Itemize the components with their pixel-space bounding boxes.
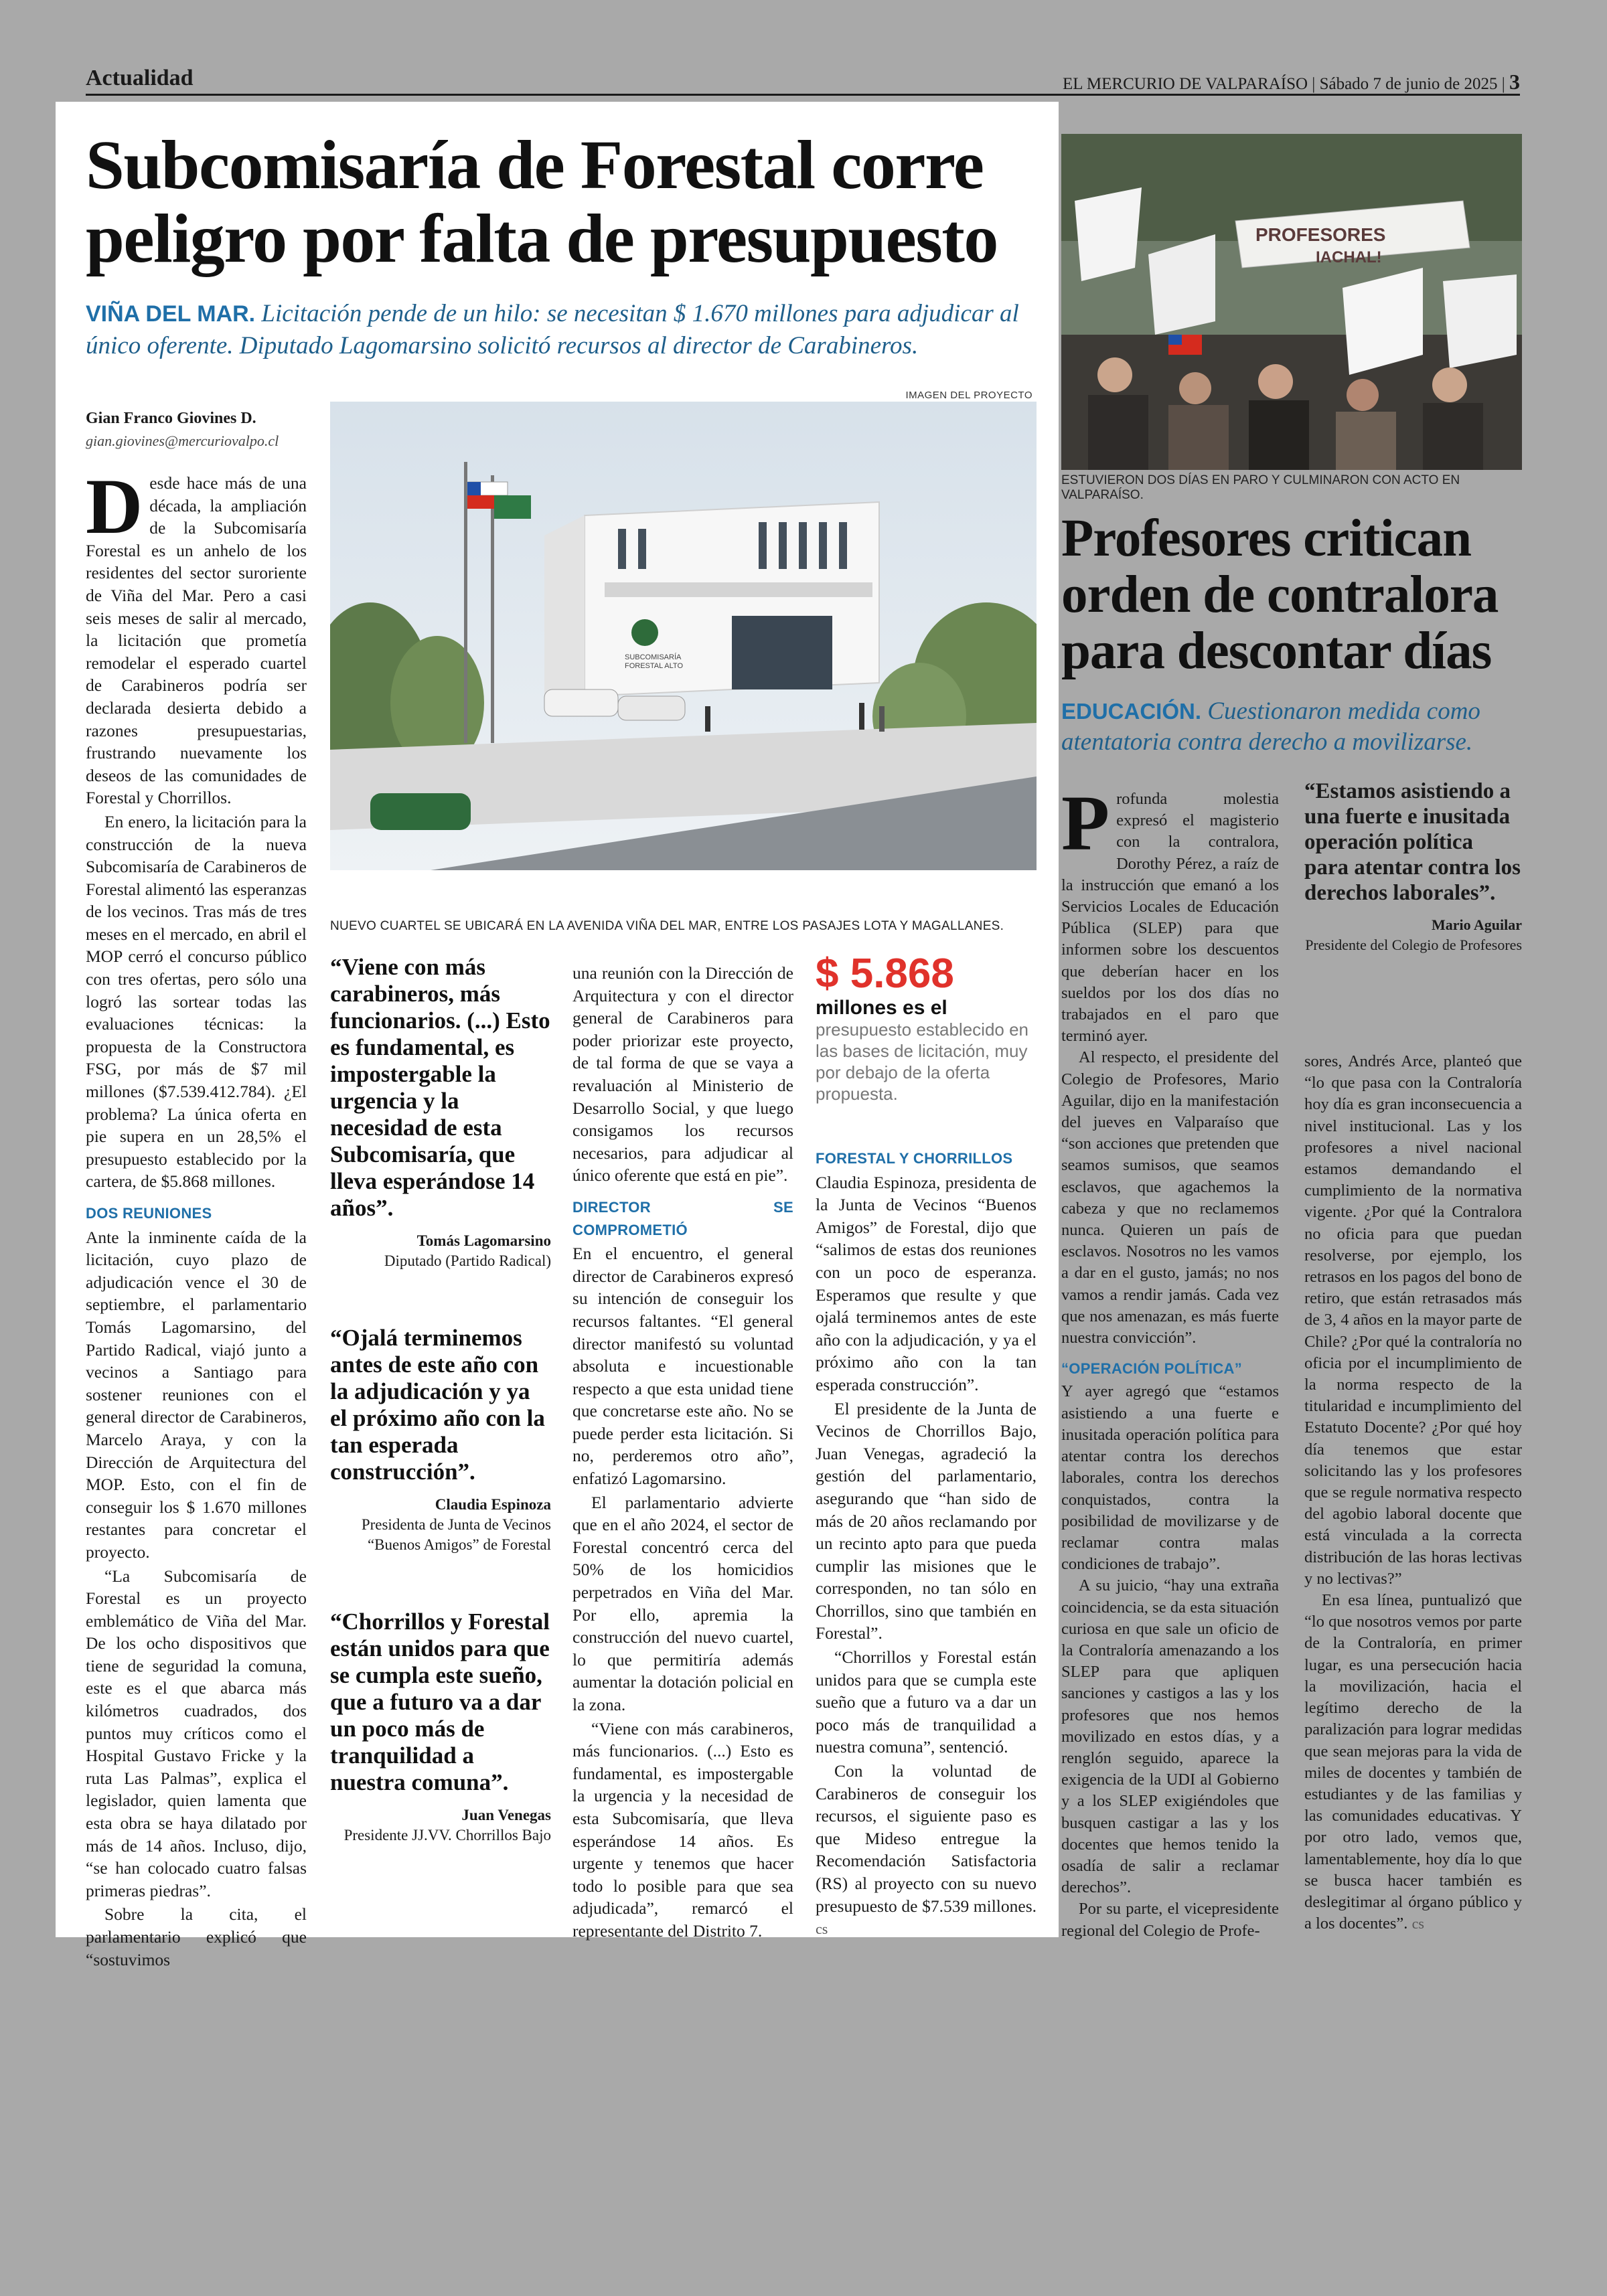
budget-figure-text xyxy=(816,997,1037,1104)
quote-author: Juan Venegas xyxy=(461,1807,551,1823)
side-column-1 xyxy=(1061,779,1279,1942)
main-paragraph: “La Subcomisaría de Forestal es un proyecto emblemático de Viña del Mar. De los ocho dispositivos que tiene de seguridad la comuna, este es el que abarca más kilómetros cuadrados, dos puntos muy críticos como el Hospital Gustavo Fricke y la ruta Las Palmas”, explica el legislador, quien lamenta que esta obra se haya dilatado por más de 14 años. Incluso, dijo, “se han colocado cuatro falsas primeras piedras”. xyxy=(86,1566,307,1900)
banner-text-1: PROFESORES xyxy=(1255,224,1386,245)
main-column-1 xyxy=(86,463,307,1972)
subhead-forestal-chorrillos: FORESTAL Y CHORRILLOS xyxy=(816,1150,1013,1167)
carabineros-emblem xyxy=(631,619,658,646)
header-rule xyxy=(86,94,1520,96)
side-paragraph: Y ayer agregó que “estamos asistiendo a una fuerte e inusitada operación política para atentar contra los derechos laborales, contra los derechos conquistados, contra la posibilidad de movilizarse y de reclamar contra malas condiciones de trabajo”. xyxy=(1061,1382,1279,1574)
main-paragraph: Ante la inminente caída de la licitación, cuyo plazo de adjudicación vence el 30 de septiembre, el parlamentario Tomás Lagomarsino, del Partido Radical, viajó junto a vecinos a Santiago para sostener reuniones con el general director de Carabineros, Marcelo Araya, y con la Dirección de Arquitectura del MOP. Esto, con el fin de conseguir los $ 1.670 millones restantes para concretar el proyecto. xyxy=(86,1227,307,1562)
side-dropcap: P xyxy=(1061,779,1110,867)
side-pull-quote-box xyxy=(1304,778,1522,955)
main-column-4 xyxy=(816,1138,1037,1942)
side-paragraph: Al respecto, el presidente del Colegio de Profesores, Mario Aguilar, dijo en la manifestación del jueves en Valparaíso que “son acciones que pretenden que seamos sumisos, que seamos esclavos, que agachemos la cabeza y que no reclamemos nunca. Quieren un país de esclavos. Nosotros no les vamos a dar en el gusto, jamás; no nos vamos a rendir jamás. Cada vez que nos amenazan, es más fuerte nuestra convicción”. xyxy=(1061,1048,1279,1347)
main-paragraph: Claudia Espinoza, presidenta de la Junta de Vecinos “Buenos Amigos” de Forestal, dijo que “salimos de estas dos reuniones con un poco de esperanza. Esperamos que resulte y que ojalá terminemos antes de este año con la adjudicación, y ya el próximo año con la tan esperada construcción”. xyxy=(816,1172,1037,1394)
masthead-text: EL MERCURIO DE VALPARAÍSO | Sábado 7 de junio de 2025 | xyxy=(1063,75,1505,93)
main-deck-kicker: VIÑA DEL MAR. xyxy=(86,301,256,327)
side-column-2 xyxy=(1304,1051,1522,1935)
subhead-operacion-politica: “OPERACIÓN POLÍTICA” xyxy=(1061,1360,1243,1378)
pull-quote-attribution xyxy=(330,1805,551,1846)
side-photo-caption: ESTUVIERON DOS DÍAS EN PARO Y CULMINARON CON ACTO EN VALPARAÍSO. xyxy=(1061,473,1460,502)
end-mark: cs xyxy=(816,1920,828,1938)
side-deck xyxy=(1061,696,1523,758)
side-deck-kicker: EDUCACIÓN. xyxy=(1061,699,1202,724)
budget-figure: $ 5.868 xyxy=(816,951,954,997)
pull-quote-attribution xyxy=(330,1231,551,1271)
section-label: Actualidad xyxy=(86,66,194,90)
main-paragraph: “Chorrillos y Forestal están unidos para que se cumpla este sueño que a futuro va a dar un poco más de tranquilidad a nuestra comuna”, sentenció. xyxy=(816,1647,1037,1757)
subhead-director: DIRECTOR SE COMPROMETIÓ xyxy=(572,1198,793,1238)
dropcap: D xyxy=(86,463,143,550)
side-pull-quote: “Estamos asistiendo a una fuerte e inusitada operación política para atentar contra los derechos laborales”. xyxy=(1304,779,1521,905)
main-deck-text: Licitación pende de un hilo: se necesitan $ 1.670 millones para adjudicar al único oferente. Diputado Lagomarsino solicitó recursos al director de Carabineros. xyxy=(86,300,1019,359)
side-quote-attribution xyxy=(1304,915,1522,955)
quote-role: Presidente JJ.VV. Chorrillos Bajo xyxy=(343,1827,551,1843)
side-paragraph: En esa línea, puntualizó que “lo que nosotros vemos por parte de la Contraloría, en primer lugar, es una persecución hacia la movilización, hacia el legítimo derecho de la paralización para lograr medidas que sean mejoras para la vida de miles de docentes y también de estudiantes y de las familias y las comunidades educativas. Y por otro lado, vemos que, lamentablemente, hoy día lo que se busca hacer también es deslegitimar al órgano público y a los docentes”. cs xyxy=(1304,1591,1522,1933)
pull-quotes-column xyxy=(330,954,551,1846)
photo-caption: NUEVO CUARTEL SE UBICARÁ EN LA AVENIDA VIÑA DEL MAR, ENTRE LOS PASAJES LOTA Y MAGALLANES. xyxy=(330,919,1004,933)
side-headline: Profesores critican orden de contralora para descontar días xyxy=(1061,509,1499,680)
side-paragraph: Profunda molestia expresó el magisterio con la contralora, Dorothy Pérez, a raíz de la instrucción que emanó a los Servicios Locales de Educación Pública (SLEP) para que informen sobre los descuentos que deberían hacer en los sueldos por los dos días no trabajados en el paro que terminó ayer. xyxy=(1061,779,1279,1046)
main-paragraph: El presidente de la Junta de Vecinos de Chorrillos Bajo, Juan Venegas, agradeció la gestión del parlamentario, asegurando que “han sido de más de 20 años reclamando por un recinto apto para que pueda cumplir las misiones que le corresponden, no tan sólo en Chorrillos, sino que también en Forestal”. xyxy=(816,1398,1037,1643)
pull-quote: “Ojalá terminemos antes de este año con la adjudicación y ya el próximo año con la tan esperada construcción”. xyxy=(330,1325,545,1485)
masthead xyxy=(1063,70,1520,94)
teachers-protest-photo xyxy=(1061,134,1522,470)
main-headline: Subcomisaría de Forestal corre peligro por falta de presupuesto xyxy=(86,127,998,277)
building-sign-line-2: FORESTAL ALTO xyxy=(625,662,684,670)
photo-credit: IMAGEN DEL PROYECTO xyxy=(905,390,1032,401)
quote-author: Tomás Lagomarsino xyxy=(416,1232,551,1249)
protest-illustration xyxy=(1061,134,1522,470)
quote-role: Presidenta de Junta de Vecinos “Buenos Amigos” de Forestal xyxy=(361,1516,551,1553)
author-email: gian.giovines@mercuriovalpo.cl xyxy=(86,432,279,449)
end-mark: cs xyxy=(1411,1915,1424,1933)
budget-figure-box xyxy=(816,951,1037,1104)
building-sign-line-1: SUBCOMISARÍA xyxy=(625,653,682,661)
main-paragraph: Sobre la cita, el parlamentario explicó que “sostuvimos xyxy=(86,1904,307,1969)
main-paragraph: En el encuentro, el general director de Carabineros expresó su intención de conseguir los recursos faltantes. “El general director manifestó su voluntad absoluta e incuestionable respecto a que esta unidad tiene que concretarse este año. No se puede perder esta licitación. Si no, perderemos otro año”, enfatizó Lagomarsino. xyxy=(572,1244,793,1489)
pull-quote: “Viene con más carabineros, más funcionarios. (...) Esto es fundamental, es impostergable la urgencia y la necesidad de esta Subcomisaría, que lleva esperándose 14 años”. xyxy=(330,954,550,1221)
side-paragraph: Por su parte, el vicepresidente regional del Colegio de Profe- xyxy=(1061,1900,1279,1940)
subhead-dos-reuniones: DOS REUNIONES xyxy=(86,1205,212,1222)
main-paragraph: una reunión con la Dirección de Arquitectura y con el director general de Carabineros para poder priorizar este proyecto, de tal forma de que se vaya a revaluación al Ministerio de Desarrollo Social, y que luego consigamos los recursos necesarios, para adjudicar al único oferente que está en pie”. xyxy=(572,963,793,1185)
building-illustration xyxy=(330,402,1037,870)
main-deck xyxy=(86,298,1043,362)
main-column-3 xyxy=(572,962,793,1944)
side-deck-text: Cuestionaron medida como atentatoria contra derecho a movilizarse. xyxy=(1061,698,1480,756)
quote-author: Claudia Espinoza xyxy=(435,1496,551,1513)
side-paragraph: sores, Andrés Arce, planteó que “lo que pasa con la Contraloría hoy día es gran inconsecuencia a nivel institucional. Las y los profesores a nivel nacional estamos demandando el cumplimiento de la normativa vigente. ¿Por qué la Contralora no oficia para que puedan resolverse, por ejemplo, los retrasos en los pagos del bono de retiro, que están retrasados más de 3, 4 años en la mayor parte de Chile? ¿Por qué la contraloría no oficia por el incumplimiento de la norma respecto de la titularidad e incumplimiento del Estatuto Docente? ¿Por qué hoy día tenemos que estar solicitando las y los profesores que se regule normativa respecto del agobio laboral docente que está vinculada a la correcta distribución de las horas lectivas y no lectivas?” xyxy=(1304,1052,1522,1588)
side-paragraph: A su juicio, “hay una extraña coincidencia, se da esta situación curiosa en que sale un oficio de la Contraloría amenazando a los SLEP para que apliquen sanciones y castigos a las y los profesores que nos hemos movilizado en estos días, y a renglón seguido, aparece la exigencia de la UDI al Gobierno y a los SLEP exigiéndoles que busquen castigar a las y los docentes que hemos tenido la osadía de salir a reclamar derechos”. xyxy=(1061,1576,1279,1897)
side-quote-role: Presidente del Colegio de Profesores xyxy=(1305,936,1522,953)
byline xyxy=(86,407,313,453)
side-quote-author: Mario Aguilar xyxy=(1431,916,1522,933)
main-paragraph: En enero, la licitación para la construcción de la nueva Subcomisaría de Carabineros de Forestal alimentó las esperanzas de los vecinos. Tras más de tres meses en el mercado, en abril el MOP cerró el concurso público con tres ofertas, pero sólo una logró las sortear todas las evaluaciones técnicas: la propuesta de la Constructora FSG, por más de $7 mil millones ($7.539.412.784). ¿El problema? La única oferta en pie supera en un 28,5% el presupuesto establecido por la cartera, de $5.868 millones. xyxy=(86,811,307,1192)
main-paragraph: Desde hace más de una década, la ampliación de la Subcomisaría Forestal es un anhelo de los residentes del sector suroriente de Viña del Mar. Pero a casi seis meses de salir al mercado, la licitación que prometía remodelar el esperado cuartel de Carabineros podría ser declarada desierta debido a razones presupuestarias, frustrando nuevamente los deseos de las comunidades de Forestal y Chorrillos. xyxy=(86,463,307,808)
main-paragraph: El parlamentario advierte que en el año 2024, el sector de Forestal concentró cerca del 50% de los homicidios perpetrados en Viña del Mar. Por ello, apremia la construcción del nuevo cuartel, lo que permitiría además aumentar la dotación policial en la zona. xyxy=(572,1492,793,1714)
main-paragraph: Con la voluntad de Carabineros de conseguir los recursos, el siguiente paso es que Mideso entregue la Recomendación Satisfactoria (RS) al proyecto con su nuevo presupuesto de $7.539 millones. cs xyxy=(816,1761,1037,1938)
page-number: 3 xyxy=(1509,70,1520,94)
project-render-image xyxy=(330,402,1037,870)
budget-figure-description: presupuesto establecido en las bases de licitación, muy por debajo de la oferta propuesta. xyxy=(816,1019,1029,1104)
budget-figure-bold: millones es el xyxy=(816,997,947,1019)
main-paragraph: “Viene con más carabineros, más funcionarios. (...) Esto es fundamental, es impostergable la urgencia y la necesidad de esta Subcomisaría, que lleva esperándose 14 años. Es urgente y tenemos que hacer todo lo posible para que sea adjudicada”, remarcó el representante del Distrito 7. xyxy=(572,1718,793,1941)
quote-role: Diputado (Partido Radical) xyxy=(384,1252,551,1269)
pull-quote-attribution xyxy=(330,1495,551,1555)
author-name: Gian Franco Giovines D. xyxy=(86,410,256,427)
pull-quote: “Chorrillos y Forestal están unidos para que se cumpla este sueño, que a futuro va a dar un poco más de tranquilidad a nuestra comuna”. xyxy=(330,1609,550,1795)
banner-text-2: IACHAL! xyxy=(1316,248,1382,266)
